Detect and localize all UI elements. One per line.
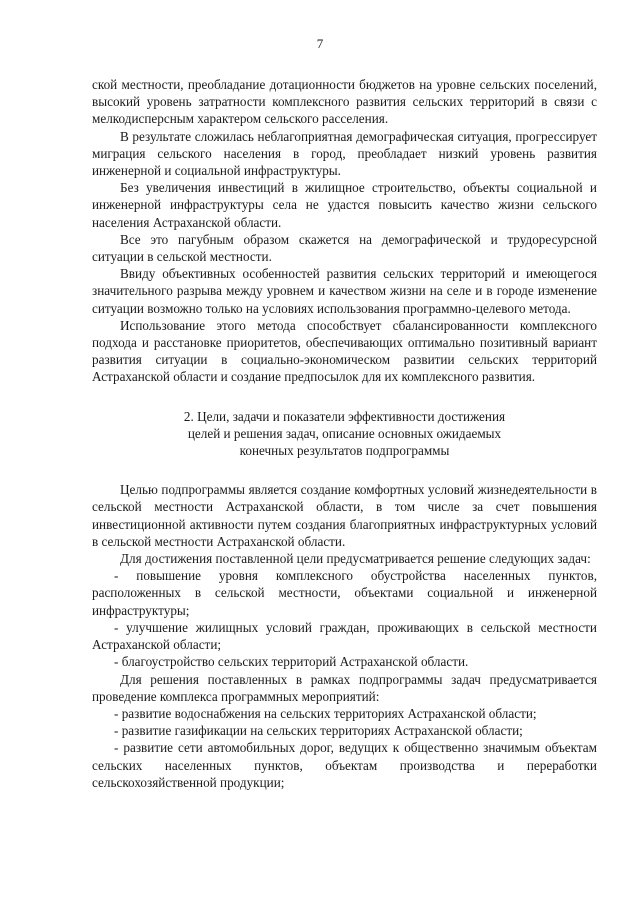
section-heading-line: целей и решения задач, описание основных ожидаемых (187, 425, 502, 441)
list-item: - развитие водоснабжения на сельских территориях Астраханской области; (114, 705, 537, 721)
page-number: 7 (316, 36, 324, 51)
paragraph: Все это пагубным образом скажется на демографической и трудоресурсной ситуации в сельской местности. (92, 231, 597, 265)
list-item: - развитие сети автомобильных дорог, ведущих к общественно значимым объектам сельских населенных пунктов, объектам производства и переработки сельскохозяйственной продукции; (92, 740, 597, 790)
section-heading-line: 2. Цели, задачи и показатели эффективности достижения (183, 408, 506, 424)
list-item: - развитие газификации на сельских территориях Астраханской области; (114, 723, 523, 739)
list-item: - благоустройство сельских территорий Астраханской области. (114, 654, 469, 670)
list-item: - улучшение жилищных условий граждан, проживающих в сельской местности Астраханской области; (92, 619, 597, 653)
paragraph: Целью подпрограммы является создание комфортных условий жизнедеятельности в сельской местности Астраханской области, в том числе за счет повышения инвестиционной активности путем создания благоприятных инфраструктурных условий в сельской местности Астраханской области. (92, 482, 597, 549)
paragraph: Для достижения поставленной цели предусматривается решение следующих задач: (120, 551, 591, 567)
section-heading (92, 408, 597, 460)
list-item: - повышение уровня комплексного обустройства населенных пунктов, расположенных в сельской местности, объектами социальной и инженерной инфраструктуры; (92, 568, 597, 618)
text-section-intro (92, 76, 597, 386)
paragraph: Без увеличения инвестиций в жилищное строительство, объекты социальной и инженерной инфраструктуры села не удастся повысить качество жизни сельского населения Астраханской области. (92, 180, 597, 230)
text-section-goals (92, 481, 597, 791)
paragraph: ской местности, преобладание дотационности бюджетов на уровне сельских поселений, высокий уровень затратности комплексного развития сельских территорий в связи с мелкодисперсным характером сельского расселения. (92, 77, 597, 127)
paragraph: Для решения поставленных в рамках подпрограммы задач предусматривается проведение комплекса программных мероприятий: (92, 671, 597, 704)
paragraph: Использование этого метода способствует сбалансированности комплексного подхода и расстановке приоритетов, обеспечивающих оптимально позитивный вариант развития ситуации в социально-экономическом развитии сельских территорий Астраханской области и создание предпосылок для их комплексного развития. (92, 317, 597, 385)
paragraph: Ввиду объективных особенностей развития сельских территорий и имеющегося значительного разрыва между уровнем и качеством жизни на селе и в городе изменение ситуации возможно только на условиях использования программно-целевого метода. (92, 266, 597, 316)
section-heading-line: конечных результатов подпрограммы (239, 443, 450, 459)
document-body (92, 76, 597, 791)
paragraph: В результате сложилась неблагоприятная демографическая ситуация, прогрессирует миграция сельского населения в город, преобладает низкий уровень развития инженерной и социальной инфраструктуры. (92, 128, 597, 179)
